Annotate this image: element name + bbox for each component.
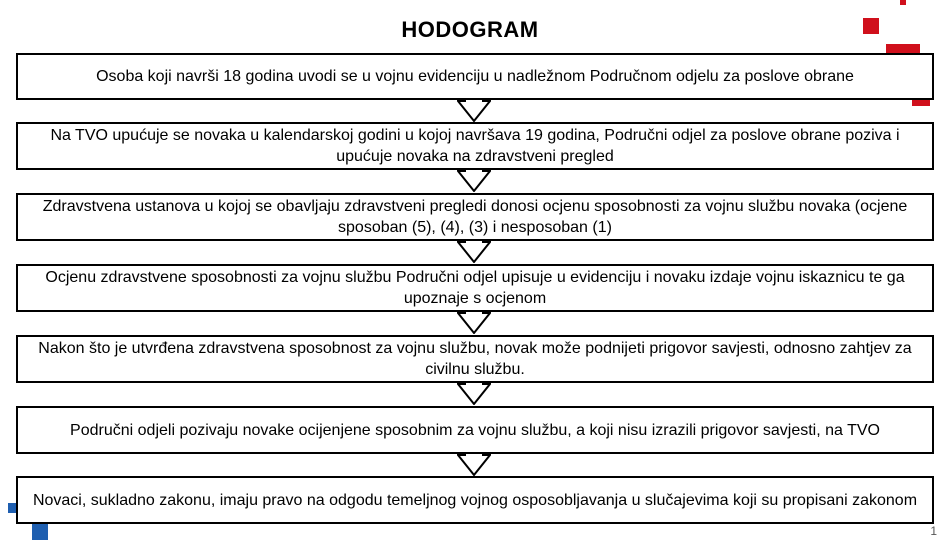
page-number: 1 [930, 524, 937, 538]
decor-blue-square [32, 522, 48, 540]
down-arrow-icon [457, 170, 491, 192]
down-arrow-icon [457, 383, 491, 405]
flow-step-2: Na TVO upućuje se novaka u kalendarskoj godini u kojoj navršava 19 godina, Područni odjel za poslove obrane poziva i upućuje novaka na zdravstveni pregled [16, 122, 934, 170]
page-title: HODOGRAM [401, 17, 539, 42]
flow-step-5: Nakon što je utvrđena zdravstvena sposobnost za vojnu službu, novak može podnijeti prigovor savjesti, odnosno zahtjev za civilnu službu. [16, 335, 934, 383]
down-arrow-icon [457, 454, 491, 476]
decor-red-square-small [900, 0, 906, 5]
flow-step-3: Zdravstvena ustanova u kojoj se obavljaju zdravstveni pregledi donosi ocjenu sposobnosti za vojnu službu novaka (ocjene sposoban (5), (4), (3) i nesposoban (1) [16, 193, 934, 241]
flow-step-7: Novaci, sukladno zakonu, imaju pravo na odgodu temeljnog vojnog osposobljavanja u slučajevima koji su propisani zakonom [16, 476, 934, 524]
down-arrow-icon [457, 312, 491, 334]
flow-step-1: Osoba koji navrši 18 godina uvodi se u vojnu evidenciju u nadležnom Područnom odjelu za poslove obrane [16, 53, 934, 100]
down-arrow-icon [457, 100, 491, 122]
flow-step-6: Područni odjeli pozivaju novake ocijenjene sposobnim za vojnu službu, a koji nisu izrazili prigovor savjesti, na TVO [16, 406, 934, 454]
down-arrow-icon [457, 241, 491, 263]
decor-blue-square-small [8, 503, 16, 513]
flow-step-4: Ocjenu zdravstvene sposobnosti za vojnu službu Područni odjel upisuje u evidenciju i novaku izdaje vojnu iskaznicu te ga upoznaje s ocjenom [16, 264, 934, 312]
